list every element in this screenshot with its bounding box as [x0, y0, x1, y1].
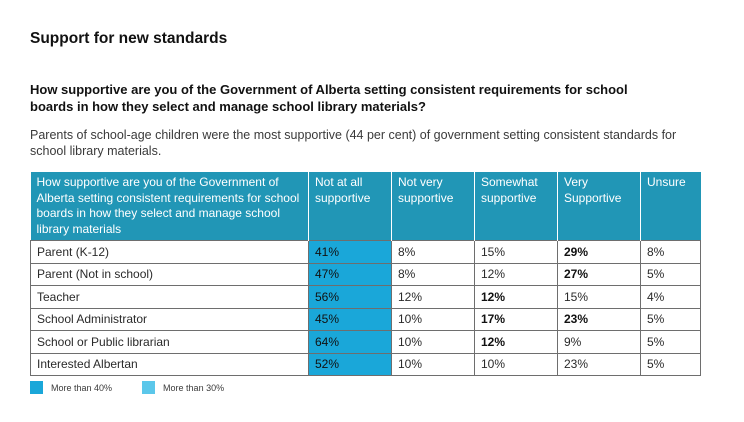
table-row: [31, 263, 701, 286]
cell-unsure: 4%: [641, 286, 701, 309]
cell-very: 9%: [558, 331, 641, 354]
row-group-label: Parent (K-12): [31, 241, 309, 264]
section-title: Support for new standards: [30, 30, 228, 47]
table-row: [31, 241, 701, 264]
cell-not-at-all: 45%: [309, 308, 392, 331]
legend: [30, 381, 254, 394]
cell-not-at-all: 64%: [309, 331, 392, 354]
cell-somewhat: 12%: [475, 331, 558, 354]
table-row: [31, 331, 701, 354]
cell-unsure: 5%: [641, 263, 701, 286]
cell-not-very: 10%: [392, 308, 475, 331]
cell-not-very: 10%: [392, 353, 475, 376]
results-table: [30, 172, 701, 376]
row-group-label: Interested Albertan: [31, 353, 309, 376]
legend-swatch-30: [142, 381, 155, 394]
legend-more-than-40: [30, 381, 112, 394]
cell-unsure: 8%: [641, 241, 701, 264]
cell-somewhat: 15%: [475, 241, 558, 264]
cell-not-very: 8%: [392, 263, 475, 286]
cell-somewhat: 12%: [475, 286, 558, 309]
row-group-label: School or Public librarian: [31, 331, 309, 354]
legend-label-30: More than 30%: [163, 382, 225, 393]
row-group-label: Parent (Not in school): [31, 263, 309, 286]
cell-unsure: 5%: [641, 308, 701, 331]
header-very-supportive: Very Supportive: [558, 172, 641, 241]
cell-very: 23%: [558, 353, 641, 376]
cell-not-at-all: 52%: [309, 353, 392, 376]
header-group: How supportive are you of the Government of Alberta setting consistent requirements for school boards in how they select and manage school library materials: [31, 172, 309, 241]
header-not-at-all-supportive: Not at all supportive: [309, 172, 392, 241]
cell-very: 27%: [558, 263, 641, 286]
legend-more-than-30: [142, 381, 224, 394]
header-unsure: Unsure: [641, 172, 701, 241]
cell-unsure: 5%: [641, 353, 701, 376]
row-group-label: School Administrator: [31, 308, 309, 331]
cell-somewhat: 12%: [475, 263, 558, 286]
table-row: [31, 286, 701, 309]
cell-not-at-all: 41%: [309, 241, 392, 264]
cell-not-very: 12%: [392, 286, 475, 309]
cell-very: 23%: [558, 308, 641, 331]
table-header-row: [31, 172, 701, 241]
header-somewhat-supportive: Somewhat supportive: [475, 172, 558, 241]
cell-not-at-all: 47%: [309, 263, 392, 286]
survey-question: How supportive are you of the Government of Alberta setting consistent requirements for school boards in how they select and manage school library materials?: [30, 82, 628, 114]
legend-label-40: More than 40%: [51, 382, 113, 393]
cell-unsure: 5%: [641, 331, 701, 354]
cell-not-very: 10%: [392, 331, 475, 354]
table-row: [31, 308, 701, 331]
cell-very: 29%: [558, 241, 641, 264]
finding-description: Parents of school-age children were the most supportive (44 per cent) of government setting consistent standards for school library materials.: [30, 128, 677, 158]
header-not-very-supportive: Not very supportive: [392, 172, 475, 241]
table-row: [31, 353, 701, 376]
cell-very: 15%: [558, 286, 641, 309]
legend-swatch-40: [30, 381, 43, 394]
cell-not-very: 8%: [392, 241, 475, 264]
cell-somewhat: 10%: [475, 353, 558, 376]
cell-not-at-all: 56%: [309, 286, 392, 309]
cell-somewhat: 17%: [475, 308, 558, 331]
row-group-label: Teacher: [31, 286, 309, 309]
